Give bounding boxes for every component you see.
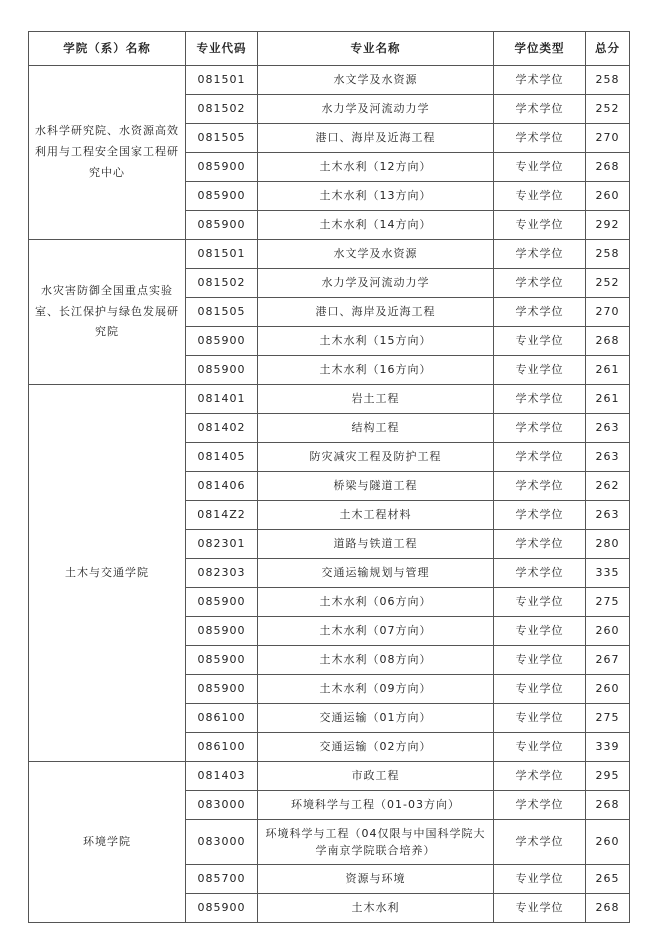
major-code: 081502 bbox=[186, 269, 258, 298]
major-code: 081502 bbox=[186, 95, 258, 124]
degree-type: 学术学位 bbox=[494, 820, 586, 865]
major-name: 土木水利（14方向） bbox=[258, 211, 494, 240]
major-name: 水文学及水资源 bbox=[258, 240, 494, 269]
major-name: 土木水利（15方向） bbox=[258, 327, 494, 356]
college-name: 水灾害防御全国重点实验室、长江保护与绿色发展研究院 bbox=[29, 240, 186, 385]
major-code: 081403 bbox=[186, 762, 258, 791]
total-score: 258 bbox=[586, 66, 630, 95]
major-code: 082303 bbox=[186, 559, 258, 588]
major-name: 土木水利 bbox=[258, 894, 494, 923]
major-code: 081501 bbox=[186, 240, 258, 269]
degree-type: 专业学位 bbox=[494, 865, 586, 894]
major-name: 土木水利（09方向） bbox=[258, 675, 494, 704]
major-name: 土木水利（07方向） bbox=[258, 617, 494, 646]
major-name: 防灾减灾工程及防护工程 bbox=[258, 443, 494, 472]
degree-type: 专业学位 bbox=[494, 182, 586, 211]
total-score: 295 bbox=[586, 762, 630, 791]
major-code: 083000 bbox=[186, 820, 258, 865]
major-name: 港口、海岸及近海工程 bbox=[258, 124, 494, 153]
major-name: 土木水利（16方向） bbox=[258, 356, 494, 385]
major-name: 水力学及河流动力学 bbox=[258, 269, 494, 298]
major-name: 岩土工程 bbox=[258, 385, 494, 414]
total-score: 280 bbox=[586, 530, 630, 559]
total-score: 268 bbox=[586, 327, 630, 356]
major-code: 085900 bbox=[186, 182, 258, 211]
major-code: 082301 bbox=[186, 530, 258, 559]
major-code: 083000 bbox=[186, 791, 258, 820]
total-score: 261 bbox=[586, 385, 630, 414]
major-code: 081505 bbox=[186, 298, 258, 327]
header-name: 专业名称 bbox=[258, 32, 494, 66]
major-code: 085900 bbox=[186, 894, 258, 923]
table-body bbox=[29, 66, 630, 923]
degree-type: 学术学位 bbox=[494, 443, 586, 472]
total-score: 252 bbox=[586, 95, 630, 124]
major-code: 085900 bbox=[186, 327, 258, 356]
total-score: 270 bbox=[586, 298, 630, 327]
major-code: 085900 bbox=[186, 675, 258, 704]
major-name: 土木工程材料 bbox=[258, 501, 494, 530]
major-name: 土木水利（06方向） bbox=[258, 588, 494, 617]
major-code: 081401 bbox=[186, 385, 258, 414]
degree-type: 专业学位 bbox=[494, 733, 586, 762]
total-score: 268 bbox=[586, 153, 630, 182]
degree-type: 学术学位 bbox=[494, 530, 586, 559]
total-score: 267 bbox=[586, 646, 630, 675]
major-code: 081405 bbox=[186, 443, 258, 472]
header-college: 学院（系）名称 bbox=[29, 32, 186, 66]
total-score: 339 bbox=[586, 733, 630, 762]
degree-type: 专业学位 bbox=[494, 894, 586, 923]
major-name: 环境科学与工程（01-03方向） bbox=[258, 791, 494, 820]
major-name: 道路与铁道工程 bbox=[258, 530, 494, 559]
table-row bbox=[29, 240, 630, 269]
major-code: 081501 bbox=[186, 66, 258, 95]
total-score: 261 bbox=[586, 356, 630, 385]
major-code: 086100 bbox=[186, 733, 258, 762]
college-name: 环境学院 bbox=[29, 762, 186, 923]
degree-type: 专业学位 bbox=[494, 704, 586, 733]
total-score: 262 bbox=[586, 472, 630, 501]
degree-type: 专业学位 bbox=[494, 646, 586, 675]
major-name: 土木水利（12方向） bbox=[258, 153, 494, 182]
total-score: 335 bbox=[586, 559, 630, 588]
college-name: 水科学研究院、水资源高效利用与工程安全国家工程研究中心 bbox=[29, 66, 186, 240]
major-code: 086100 bbox=[186, 704, 258, 733]
total-score: 270 bbox=[586, 124, 630, 153]
total-score: 260 bbox=[586, 675, 630, 704]
major-name: 交通运输（01方向） bbox=[258, 704, 494, 733]
major-name: 交通运输规划与管理 bbox=[258, 559, 494, 588]
admission-score-table bbox=[28, 31, 630, 923]
total-score: 263 bbox=[586, 443, 630, 472]
total-score: 268 bbox=[586, 791, 630, 820]
major-name: 港口、海岸及近海工程 bbox=[258, 298, 494, 327]
major-name: 桥梁与隧道工程 bbox=[258, 472, 494, 501]
major-code: 085900 bbox=[186, 646, 258, 675]
major-name: 交通运输（02方向） bbox=[258, 733, 494, 762]
total-score: 260 bbox=[586, 182, 630, 211]
major-code: 0814Z2 bbox=[186, 501, 258, 530]
degree-type: 专业学位 bbox=[494, 327, 586, 356]
degree-type: 学术学位 bbox=[494, 472, 586, 501]
degree-type: 专业学位 bbox=[494, 588, 586, 617]
degree-type: 专业学位 bbox=[494, 211, 586, 240]
college-name: 土木与交通学院 bbox=[29, 385, 186, 762]
header-degree: 学位类型 bbox=[494, 32, 586, 66]
degree-type: 学术学位 bbox=[494, 559, 586, 588]
degree-type: 学术学位 bbox=[494, 240, 586, 269]
major-code: 085900 bbox=[186, 588, 258, 617]
degree-type: 学术学位 bbox=[494, 762, 586, 791]
total-score: 275 bbox=[586, 588, 630, 617]
total-score: 292 bbox=[586, 211, 630, 240]
degree-type: 学术学位 bbox=[494, 269, 586, 298]
major-name: 资源与环境 bbox=[258, 865, 494, 894]
total-score: 260 bbox=[586, 820, 630, 865]
major-name: 土木水利（08方向） bbox=[258, 646, 494, 675]
major-code: 085900 bbox=[186, 153, 258, 182]
degree-type: 专业学位 bbox=[494, 153, 586, 182]
total-score: 263 bbox=[586, 501, 630, 530]
total-score: 275 bbox=[586, 704, 630, 733]
total-score: 263 bbox=[586, 414, 630, 443]
major-code: 085900 bbox=[186, 211, 258, 240]
table-row bbox=[29, 66, 630, 95]
degree-type: 学术学位 bbox=[494, 66, 586, 95]
total-score: 268 bbox=[586, 894, 630, 923]
major-code: 081402 bbox=[186, 414, 258, 443]
degree-type: 学术学位 bbox=[494, 385, 586, 414]
degree-type: 学术学位 bbox=[494, 124, 586, 153]
header-row bbox=[29, 32, 630, 66]
header-code: 专业代码 bbox=[186, 32, 258, 66]
major-code: 081406 bbox=[186, 472, 258, 501]
major-name: 结构工程 bbox=[258, 414, 494, 443]
total-score: 252 bbox=[586, 269, 630, 298]
major-code: 085700 bbox=[186, 865, 258, 894]
degree-type: 学术学位 bbox=[494, 791, 586, 820]
table-row bbox=[29, 762, 630, 791]
major-name: 土木水利（13方向） bbox=[258, 182, 494, 211]
total-score: 260 bbox=[586, 617, 630, 646]
major-code: 081505 bbox=[186, 124, 258, 153]
table-row bbox=[29, 385, 630, 414]
degree-type: 学术学位 bbox=[494, 298, 586, 327]
total-score: 265 bbox=[586, 865, 630, 894]
degree-type: 学术学位 bbox=[494, 414, 586, 443]
degree-type: 学术学位 bbox=[494, 95, 586, 124]
major-name: 水力学及河流动力学 bbox=[258, 95, 494, 124]
degree-type: 专业学位 bbox=[494, 617, 586, 646]
degree-type: 专业学位 bbox=[494, 675, 586, 704]
major-code: 085900 bbox=[186, 617, 258, 646]
total-score: 258 bbox=[586, 240, 630, 269]
degree-type: 专业学位 bbox=[494, 356, 586, 385]
degree-type: 学术学位 bbox=[494, 501, 586, 530]
header-score: 总分 bbox=[586, 32, 630, 66]
major-name: 水文学及水资源 bbox=[258, 66, 494, 95]
major-name: 环境科学与工程（04仅限与中国科学院大学南京学院联合培养） bbox=[258, 820, 494, 865]
major-name: 市政工程 bbox=[258, 762, 494, 791]
major-code: 085900 bbox=[186, 356, 258, 385]
